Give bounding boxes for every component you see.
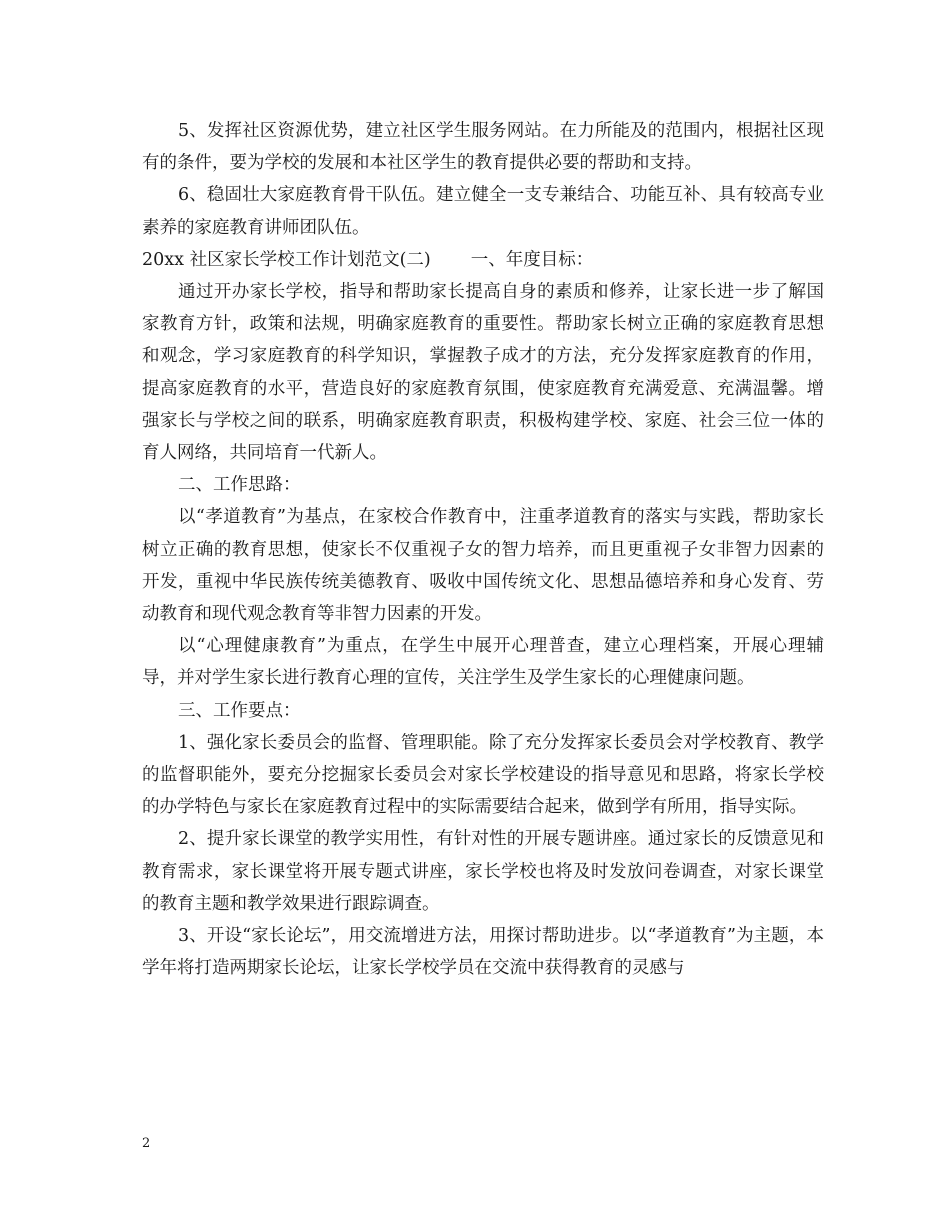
section-heading	[142, 244, 824, 276]
paragraph-item-5: 5、发挥社区资源优势，建立社区学生服务网站。在力所能及的范围内，根据社区现有的条件，要为学校的发展和本社区学生的教育提供必要的帮助和支持。	[142, 121, 824, 174]
heading-work-points: 三、工作要点：	[178, 700, 301, 721]
section-subtitle: 一、年度目标：	[470, 249, 594, 270]
paragraph-annual-goal: 通过开办家长学校，指导和帮助家长提高自身的素质和修养，让家长进一步了解国家教育方针，政策和法规，明确家庭教育的重要性。帮助家长树立正确的家庭教育思想和观念，学习家庭教育的科学知识，掌握教子成才的方法，充分发挥家庭教育的作用，提高家庭教育的水平，营造良好的家庭教育氛围，使家庭教育充满爱意、充满温馨。增强家长与学校之间的联系，明确家庭教育职责，积极构建学校、家庭、社会三位一体的育人网络，共同培育一代新人。	[142, 282, 824, 464]
paragraph-item-6: 6、稳固壮大家庭教育骨干队伍。建立健全一支专兼结合、功能互补、具有较高专业素养的家庭教育讲师团队伍。	[142, 185, 824, 238]
heading-work-ideas: 二、工作思路：	[178, 475, 301, 496]
paragraph-point-1: 1、强化家长委员会的监督、管理职能。除了充分发挥家长委员会对学校教育、教学的监督职能外，要充分挖掘家长委员会对家长学校建设的指导意见和思路，将家长学校的办学特色与家长在家庭教育过程中的实际需要结合起来，做到学有所用，指导实际。	[142, 732, 824, 818]
paragraph-mental-health: 以“心理健康教育”为重点，在学生中展开心理普查，建立心理档案，开展心理辅导，并对学生家长进行教育心理的宣传，关注学生及学生家长的心理健康问题。	[142, 636, 824, 689]
paragraph-point-3: 3、开设“家长论坛”，用交流增进方法，用探讨帮助进步。以“孝道教育”为主题，本学年将打造两期家长论坛，让家长学校学员在交流中获得教育的灵感与	[142, 926, 824, 979]
paragraph-point-2: 2、提升家长课堂的教学实用性，有针对性的开展专题讲座。通过家长的反馈意见和教育需求，家长课堂将开展专题式讲座，家长学校也将及时发放问卷调查，对家长课堂的教育主题和教学效果进行跟踪调查。	[142, 829, 824, 914]
paragraph-filial-piety: 以“孝道教育”为基点，在家校合作教育中，注重孝道教育的落实与实践，帮助家长树立正确的教育思想，使家长不仅重视子女的智力培养，而且更重视子女非智力因素的开发，重视中华民族传统美德教育、吸收中国传统文化、思想品德培养和身心发育、劳动教育和现代观念教育等非智力因素的开发。	[142, 507, 824, 625]
page-number: 2	[142, 1136, 151, 1151]
document-body	[142, 115, 824, 984]
section-title: 20xx 社区家长学校工作计划范文(二)	[142, 249, 431, 270]
